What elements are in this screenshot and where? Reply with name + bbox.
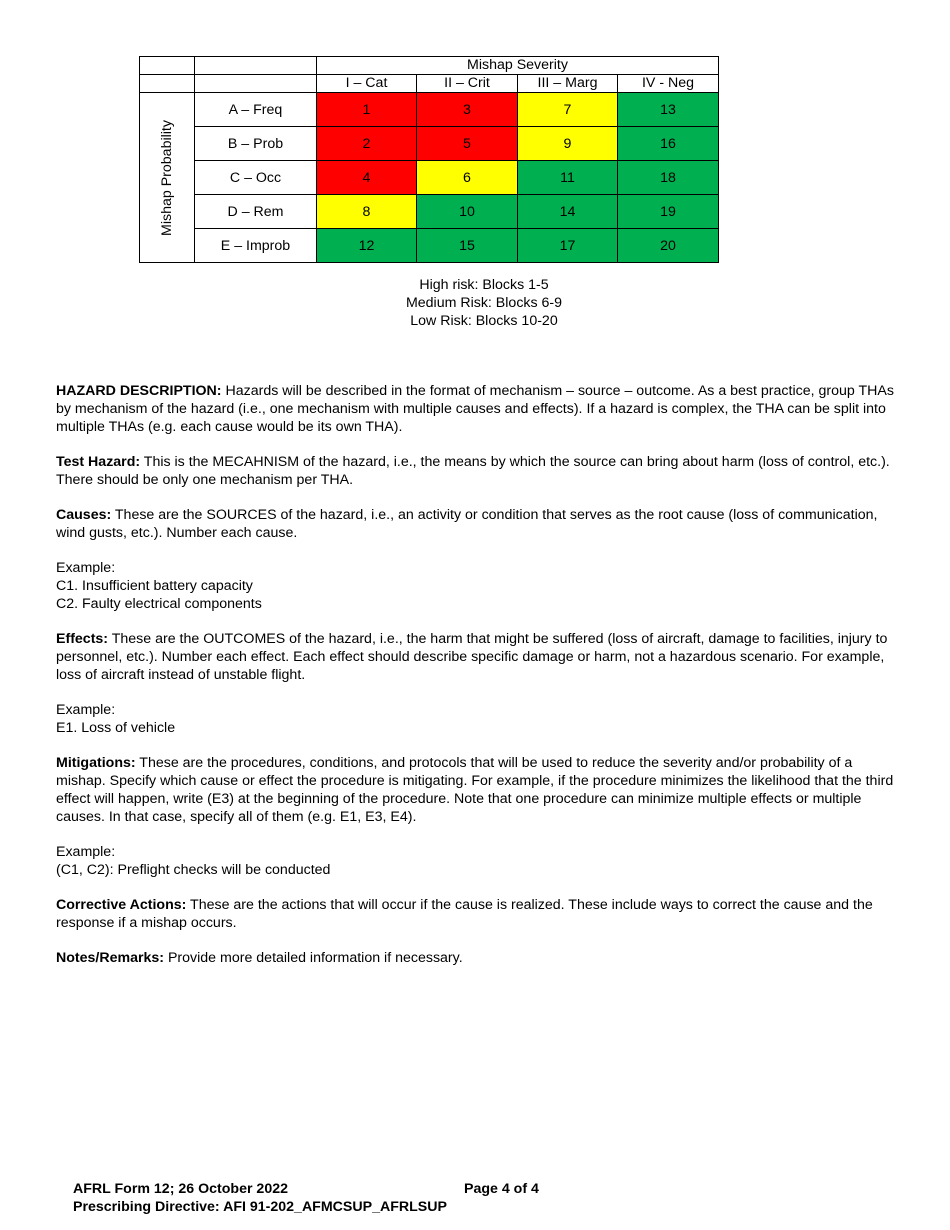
example-line: E1. Loss of vehicle <box>56 720 176 736</box>
severity-column-header: I – Cat <box>317 75 417 93</box>
section-text: These are the OUTCOMES of the hazard, i.e., the harm that might be suffered (loss of aircraft, damage to facilities, injury to personnel, etc.). Number each effect. Each effect should describe specific damage or harm, not a hazardous scenario. For example, loss of aircraft instead of unstable flight. <box>56 631 888 683</box>
legend-low: Low Risk: Blocks 10-20 <box>410 313 558 329</box>
risk-cell: 15 <box>417 229 518 263</box>
section-text: Hazards will be described in the format of mechanism – source – outcome. As a best practice, group THAs by mechanism of the hazard (i.e., one mechanism with multiple causes and effects). If a hazard is complex, the THA can be split into multiple THAs (e.g. each cause would be its own THA). <box>56 383 894 435</box>
severity-column-header: IV - Neg <box>618 75 719 93</box>
section-label: Effects: <box>56 631 109 647</box>
effects-paragraph <box>56 630 896 684</box>
section-text: This is the MECAHNISM of the hazard, i.e., the means by which the source can bring about harm (loss of control, etc.). There should be only one mechanism per THA. <box>56 454 890 488</box>
section-label: Notes/Remarks: <box>56 950 165 966</box>
probability-title-cell <box>140 93 195 263</box>
corner-cell <box>195 75 317 93</box>
risk-cell: 16 <box>618 127 719 161</box>
corrective-actions-paragraph <box>56 896 896 932</box>
corner-cell <box>140 75 195 93</box>
probability-row-label: A – Freq <box>195 93 317 127</box>
effects-example <box>56 701 896 737</box>
risk-cell: 17 <box>518 229 618 263</box>
section-text: These are the actions that will occur if the cause is realized. These include ways to correct the cause and the response if a mishap occurs. <box>56 897 873 931</box>
probability-row-label: C – Occ <box>195 161 317 195</box>
risk-cell: 9 <box>518 127 618 161</box>
section-label: Mitigations: <box>56 755 136 771</box>
mitigations-paragraph <box>56 754 896 826</box>
risk-matrix <box>139 56 719 263</box>
severity-title: Mishap Severity <box>317 57 719 75</box>
severity-column-header: II – Crit <box>417 75 518 93</box>
example-line: (C1, C2): Preflight checks will be conducted <box>56 862 331 878</box>
severity-column-header: III – Marg <box>518 75 618 93</box>
section-text: These are the procedures, conditions, and protocols that will be used to reduce the severity and/or probability of a mishap. Specify which cause or effect the procedure is mitigating. For example, if the procedure minimizes the likelihood that the third effect will happen, write (E3) at the beginning of the procedure. Note that one procedure can minimize multiple effects or multiple causes. In that case, specify all of them (e.g. E1, E3, E4). <box>56 755 894 825</box>
corner-cell <box>195 57 317 75</box>
section-label: Test Hazard: <box>56 454 141 470</box>
section-label: Corrective Actions: <box>56 897 187 913</box>
probability-row-label: E – Improb <box>195 229 317 263</box>
risk-cell: 5 <box>417 127 518 161</box>
risk-cell: 1 <box>317 93 417 127</box>
risk-legend <box>334 276 634 330</box>
legend-medium: Medium Risk: Blocks 6-9 <box>405 295 563 311</box>
example-heading: Example: <box>56 702 116 718</box>
form-identifier: AFRL Form 12; 26 October 2022 <box>73 1181 288 1197</box>
mitigations-example <box>56 843 896 879</box>
prescribing-directive: Prescribing Directive: AFI 91-202_AFMCSUP_AFRLSUP <box>73 1199 447 1215</box>
page-number: Page 4 of 4 <box>464 1181 539 1197</box>
section-text: These are the SOURCES of the hazard, i.e., an activity or condition that serves as the root cause (loss of communication, wind gusts, etc.). Number each cause. <box>56 507 878 541</box>
probability-row-label: B – Prob <box>195 127 317 161</box>
test-hazard-paragraph <box>56 453 896 489</box>
hazard-description-paragraph <box>56 382 896 436</box>
risk-cell: 2 <box>317 127 417 161</box>
risk-cell: 12 <box>317 229 417 263</box>
risk-cell: 18 <box>618 161 719 195</box>
risk-cell: 20 <box>618 229 719 263</box>
risk-cell: 19 <box>618 195 719 229</box>
example-line: C2. Faulty electrical components <box>56 596 262 612</box>
example-heading: Example: <box>56 560 116 576</box>
risk-cell: 11 <box>518 161 618 195</box>
risk-cell: 14 <box>518 195 618 229</box>
risk-cell: 13 <box>618 93 719 127</box>
risk-cell: 8 <box>317 195 417 229</box>
corner-cell <box>140 57 195 75</box>
risk-cell: 7 <box>518 93 618 127</box>
risk-cell: 4 <box>317 161 417 195</box>
instructions <box>56 382 896 984</box>
causes-example <box>56 559 896 613</box>
risk-cell: 10 <box>417 195 518 229</box>
section-text: Provide more detailed information if necessary. <box>164 950 463 966</box>
notes-remarks-paragraph <box>56 949 896 967</box>
page-footer <box>73 1180 539 1216</box>
section-label: Causes: <box>56 507 112 523</box>
example-line: C1. Insufficient battery capacity <box>56 578 253 594</box>
risk-cell: 3 <box>417 93 518 127</box>
legend-high: High risk: Blocks 1-5 <box>419 277 549 293</box>
risk-cell: 6 <box>417 161 518 195</box>
probability-title: Mishap Probability <box>159 119 175 236</box>
section-label: HAZARD DESCRIPTION: <box>56 383 222 399</box>
example-heading: Example: <box>56 844 116 860</box>
causes-paragraph <box>56 506 896 542</box>
probability-row-label: D – Rem <box>195 195 317 229</box>
